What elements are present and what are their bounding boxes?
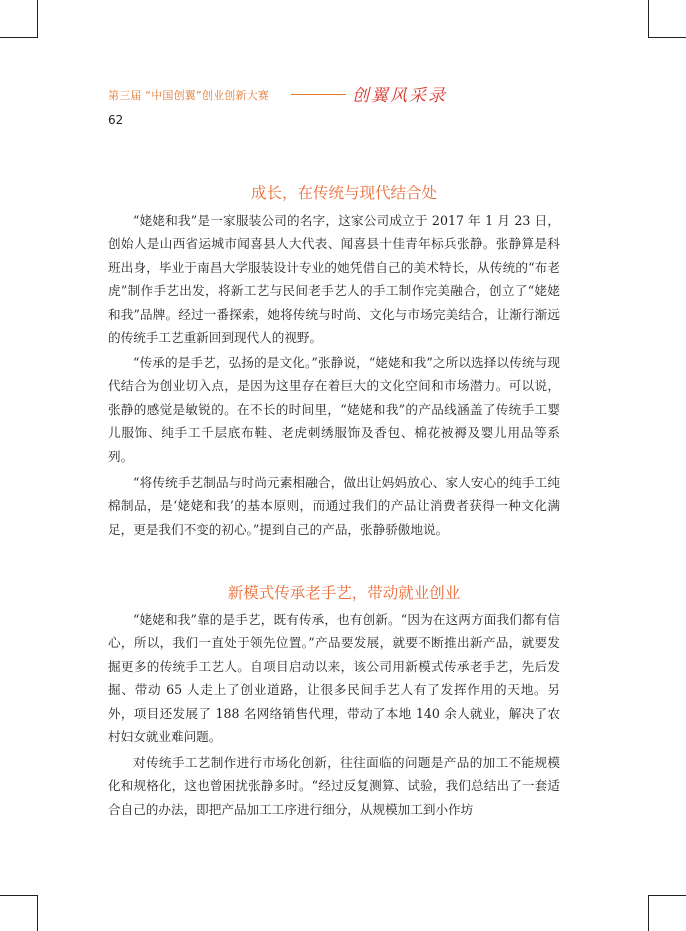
- header-brand-logo: 创翼风采录: [352, 86, 447, 106]
- body-paragraph: “传承的是手艺，弘扬的是文化。”张静说，“姥姥和我”之所以选择以传统与现代结合为创业切入点，是因为这里存在着巨大的文化空间和市场潜力。可以说，张静的感觉是敏锐的。在不长的时间里，“姥姥和我”的产品线涵盖了传统手工婴儿服饰、纯手工千层底布鞋、老虎刺绣服饰及香包、棉花被褥及婴儿用品等系列。: [108, 355, 560, 464]
- crop-mark-top-right-vertical: [648, 0, 649, 38]
- running-header: [108, 85, 578, 107]
- crop-mark-top-left-horizontal: [0, 37, 38, 38]
- page-number: 62: [108, 113, 124, 127]
- crop-mark-top-right-horizontal: [648, 37, 686, 38]
- body-paragraph: 对传统手工艺制作进行市场化创新，往往面临的问题是产品的加工不能规模化和规格化，这也曾困扰张静多时。“经过反复测算、试验，我们总结出了一套适合自己的办法，即把产品加工工序进行细分，从规模加工到小作坊: [108, 755, 560, 817]
- header-competition-name: 第三届 “中国创翼”创业创新大赛: [108, 89, 270, 102]
- header-dash-line: [291, 94, 346, 95]
- body-paragraph: “将传统手艺制品与时尚元素相融合，做出让妈妈放心、家人安心的纯手工纯棉制品，是‘姥姥和我’的基本原则，而通过我们的产品让消费者获得一种文化满足，更是我们不变的初心。”提到自己的产品，张静骄傲地说。: [108, 475, 560, 537]
- section-title-new-model: 新模式传承老手艺，带动就业创业: [227, 584, 461, 602]
- crop-mark-bottom-right-horizontal: [648, 895, 686, 896]
- crop-mark-top-left-vertical: [37, 0, 38, 38]
- body-paragraph: “姥姥和我”是一家服装公司的名字，这家公司成立于 2017 年 1 月 23 日，创始人是山西省运城市闻喜县人大代表、闻喜县十佳青年标兵张静。张静算是科班出身，毕业于南昌大学服装设计专业的她凭借自己的美术特长，从传统的“布老虎”制作手艺出发，将新工艺与民间老手艺人的手工制作完美融合，创立了“姥姥和我”品牌。经过一番探索，她将传统与时尚、文化与市场完美结合，让渐行渐远的传统手工艺重新回到现代人的视野。: [108, 213, 560, 346]
- crop-mark-bottom-right-vertical: [648, 895, 649, 931]
- body-paragraph: “姥姥和我”靠的是手艺，既有传承，也有创新。“因为在这两方面我们都有信心，所以，我们一直处于领先位置。”产品要发展，就要不断推出新产品，就要发掘更多的传统手工艺人。自项目启动以来，该公司用新模式传承老手艺，先后发掘、带动 65 人走上了创业道路，让很多民间手艺人有了发挥作用的天地。另外，项目还发展了 188 名网络销售代理，带动了本地 140 余人就业，解决了农村妇女就业难问题。: [108, 612, 560, 745]
- crop-mark-bottom-left-horizontal: [0, 895, 38, 896]
- section-title-growth: 成长，在传统与现代结合处: [250, 184, 437, 202]
- crop-mark-bottom-left-vertical: [37, 895, 38, 931]
